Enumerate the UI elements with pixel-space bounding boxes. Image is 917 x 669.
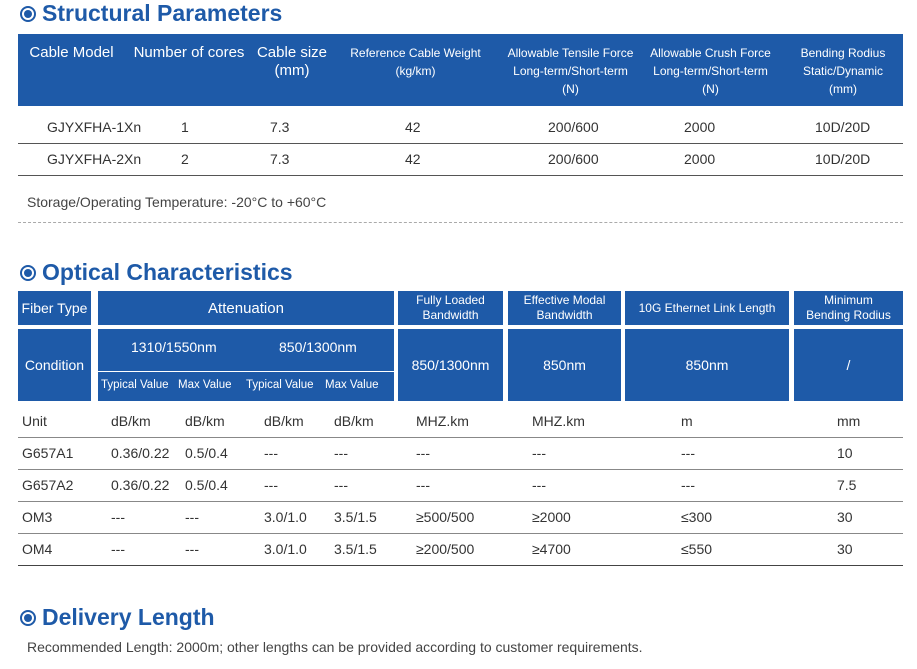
- header-size-line2: (mm): [274, 62, 310, 79]
- cell-ethernet: ≤550: [681, 541, 713, 557]
- cell-bandwidth: ≥500/500: [416, 509, 475, 525]
- cell-tensile: 200/600: [548, 119, 599, 135]
- cell-modal: MHZ.km: [532, 413, 585, 429]
- delivery-text: Recommended Length: 2000m; other lengths can be provided according to customer requirements.: [27, 639, 643, 655]
- cell-cores: 1: [181, 119, 189, 135]
- table-row: [18, 470, 903, 502]
- cell-bandwidth: ---: [416, 445, 430, 461]
- cell-cores: 2: [181, 151, 189, 167]
- header-bw-line1: Fully Loaded: [416, 293, 485, 307]
- cell-max-850: 3.5/1.5: [334, 541, 377, 557]
- header-bend-line3: (mm): [829, 82, 857, 96]
- cell-fiber: G657A2: [22, 477, 74, 493]
- header-modal-line2: Bandwidth: [536, 308, 593, 322]
- header-cores: [125, 34, 253, 106]
- cell-ethernet: m: [681, 413, 693, 429]
- header-cores-text: Number of cores: [133, 44, 245, 61]
- structural-title-text: Structural Parameters: [42, 0, 283, 26]
- cell-typ-850: 3.0/1.0: [264, 541, 307, 557]
- temperature-note: Storage/Operating Temperature: -20°C to +60°C: [27, 194, 327, 210]
- cell-max-850: ---: [334, 477, 348, 493]
- header-fully-loaded-bandwidth: [398, 291, 503, 325]
- header-wl-850: 850/1300nm: [279, 339, 357, 355]
- cell-max-850: dB/km: [334, 413, 374, 429]
- header-minbend-line1: Minimum: [824, 293, 873, 307]
- cell-size: 7.3: [270, 151, 290, 167]
- header-bending-condition: /: [794, 329, 903, 401]
- structural-table-header: [18, 34, 903, 106]
- cell-tensile: 200/600: [548, 151, 599, 167]
- header-bending: [788, 34, 898, 106]
- cell-weight: 42: [405, 119, 421, 135]
- cell-modal: ≥2000: [532, 509, 571, 525]
- cell-typ-850: ---: [264, 477, 278, 493]
- cell-bending: 10: [837, 445, 853, 461]
- cell-fiber: G657A1: [22, 445, 74, 461]
- delivery-section-title: [20, 604, 215, 631]
- bullet-icon: [20, 610, 36, 626]
- header-weight-line1: Reference Cable Weight: [350, 46, 481, 60]
- header-min-bending: [794, 291, 903, 325]
- cell-typ-1310: ---: [111, 541, 125, 557]
- cell-fiber: Unit: [22, 413, 47, 429]
- header-bend-line2: Static/Dynamic: [802, 64, 884, 78]
- cell-max-850: 3.5/1.5: [334, 509, 377, 525]
- cell-bandwidth: ---: [416, 477, 430, 493]
- cell-fiber: OM3: [22, 509, 53, 525]
- cell-model: GJYXFHA-2Xn: [47, 151, 142, 167]
- cell-bending: mm: [837, 413, 861, 429]
- cell-bending: 30: [837, 541, 853, 557]
- header-cable-model-text: Cable Model: [29, 44, 114, 61]
- cell-ethernet: ---: [681, 445, 695, 461]
- table-row: [18, 112, 903, 144]
- header-bw-line2: Bandwidth: [422, 308, 479, 322]
- cell-crush: 2000: [684, 151, 716, 167]
- structural-section-title: [20, 0, 282, 27]
- cell-bending: 30: [837, 509, 853, 525]
- cell-max-850: ---: [334, 445, 348, 461]
- header-condition: Condition: [18, 329, 91, 401]
- cell-max-1310: 0.5/0.4: [185, 477, 228, 493]
- cell-fiber: OM4: [22, 541, 53, 557]
- header-typical-1: Typical Value: [101, 379, 169, 391]
- cell-typ-1310: 0.36/0.22: [111, 445, 170, 461]
- cell-bandwidth: ≥200/500: [416, 541, 475, 557]
- cell-weight: 42: [405, 151, 421, 167]
- header-attenuation: Attenuation: [98, 291, 394, 325]
- header-tensile: [503, 34, 638, 106]
- header-size-line1: Cable size: [256, 44, 328, 61]
- dashed-divider: [18, 222, 903, 223]
- cell-bend: 10D/20D: [815, 119, 871, 135]
- cell-bending: 7.5: [837, 477, 857, 493]
- cell-typ-1310: ---: [111, 509, 125, 525]
- cell-bend: 10D/20D: [815, 151, 871, 167]
- cell-max-1310: dB/km: [185, 413, 225, 429]
- header-cable-model: [18, 34, 125, 106]
- cell-typ-1310: 0.36/0.22: [111, 477, 170, 493]
- cell-max-1310: ---: [185, 541, 199, 557]
- header-crush-line2: Long-term/Short-term: [653, 64, 768, 78]
- cell-size: 7.3: [270, 119, 290, 135]
- cell-modal: ≥4700: [532, 541, 571, 557]
- cell-modal: ---: [532, 445, 546, 461]
- table-row: [18, 406, 903, 438]
- header-max-1: Max Value: [178, 379, 232, 391]
- header-minbend-line2: Bending Rodius: [806, 308, 891, 322]
- header-typical-2: Typical Value: [246, 379, 314, 391]
- cell-ethernet: ---: [681, 477, 695, 493]
- header-wl-1310: 1310/1550nm: [131, 339, 217, 355]
- bullet-icon: [20, 265, 36, 281]
- cell-typ-850: ---: [264, 445, 278, 461]
- header-modal-condition: 850nm: [508, 329, 621, 401]
- optical-section-title: [20, 259, 293, 286]
- header-effective-modal-bandwidth: [508, 291, 621, 325]
- cell-bandwidth: MHZ.km: [416, 413, 469, 429]
- header-fiber-type: Fiber Type: [18, 291, 91, 325]
- cell-max-1310: 0.5/0.4: [185, 445, 228, 461]
- delivery-title-text: Delivery Length: [42, 604, 215, 630]
- table-row: [18, 534, 903, 566]
- header-weight: [343, 34, 488, 106]
- cell-typ-1310: dB/km: [111, 413, 151, 429]
- cell-max-1310: ---: [185, 509, 199, 525]
- header-max-2: Max Value: [325, 379, 379, 391]
- header-attenuation-condition: [98, 329, 394, 401]
- table-row: [18, 144, 903, 176]
- bullet-icon: [20, 6, 36, 22]
- header-crush-line1: Allowable Crush Force: [650, 46, 771, 60]
- header-tensile-line2: Long-term/Short-term: [513, 64, 628, 78]
- header-modal-line1: Effective Modal: [523, 293, 606, 307]
- header-crush-line3: (N): [702, 82, 719, 96]
- header-cable-size: [253, 34, 331, 106]
- cell-typ-850: 3.0/1.0: [264, 509, 307, 525]
- cell-typ-850: dB/km: [264, 413, 304, 429]
- cell-ethernet: ≤300: [681, 509, 713, 525]
- header-tensile-line3: (N): [562, 82, 579, 96]
- cell-model: GJYXFHA-1Xn: [47, 119, 142, 135]
- table-row: [18, 502, 903, 534]
- optical-title-text: Optical Characteristics: [42, 259, 293, 285]
- header-ethernet-condition: 850nm: [625, 329, 789, 401]
- cell-crush: 2000: [684, 119, 716, 135]
- header-crush: [643, 34, 778, 106]
- header-weight-line2: (kg/km): [395, 64, 436, 78]
- cell-modal: ---: [532, 477, 546, 493]
- header-tensile-line1: Allowable Tensile Force: [507, 46, 634, 60]
- header-bw-condition: 850/1300nm: [398, 329, 503, 401]
- table-row: [18, 438, 903, 470]
- header-ethernet-length: 10G Ethernet Link Length: [625, 291, 789, 325]
- header-bend-line1: Bending Rodius: [800, 46, 886, 60]
